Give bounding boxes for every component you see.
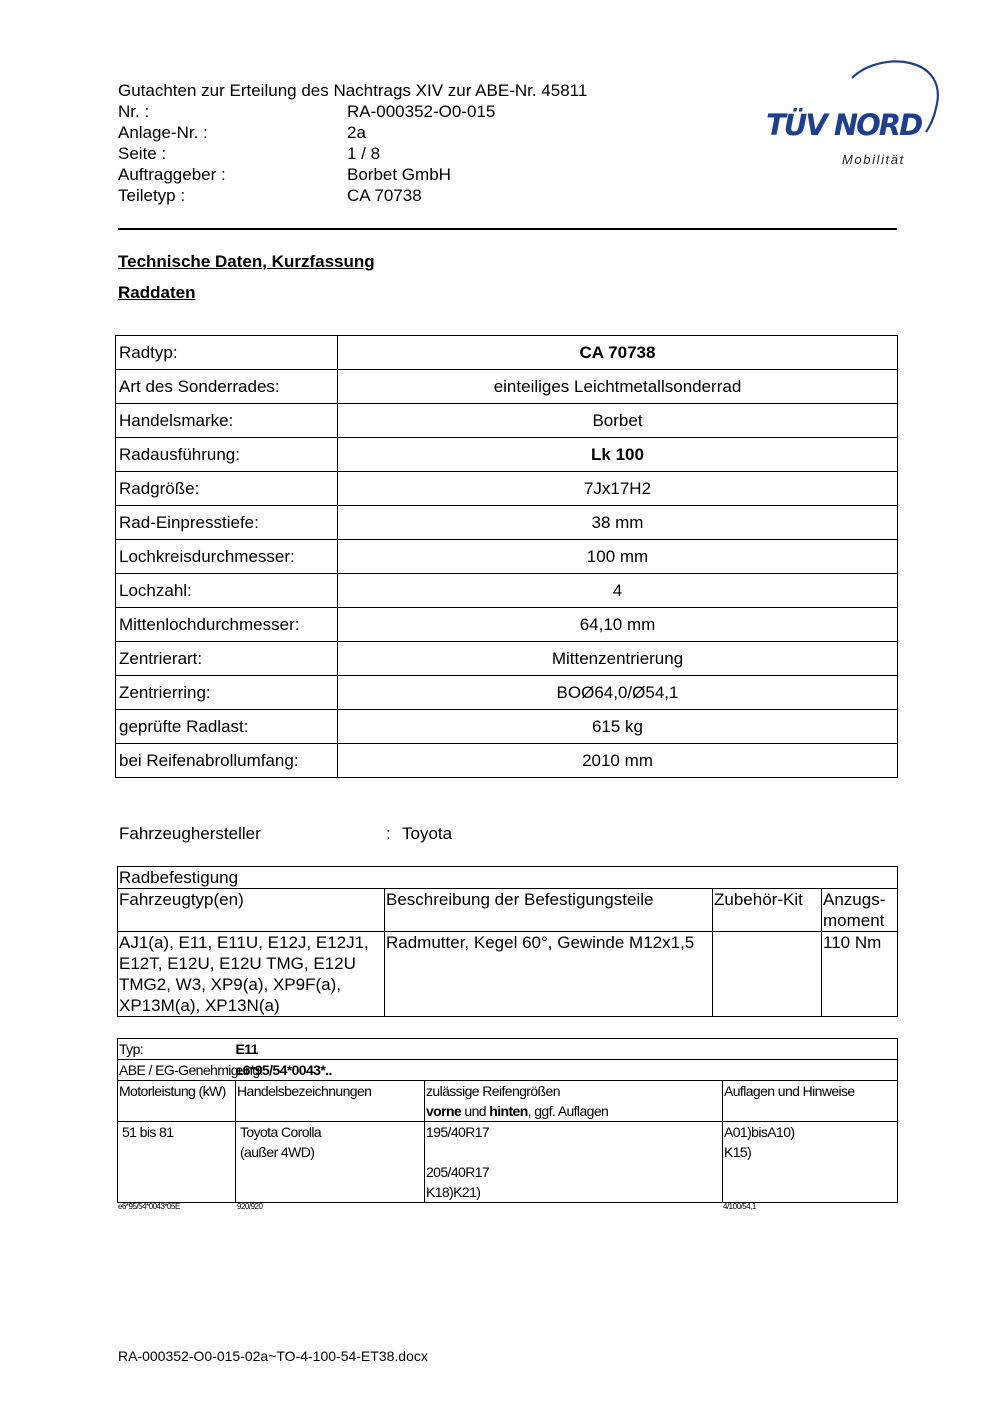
tyres-header-title: zulässige Reifengrößen — [426, 1083, 560, 1099]
table-row — [118, 932, 898, 1017]
header-field-label: Seite : — [118, 144, 167, 163]
table-header-row — [118, 1081, 898, 1122]
header-field-teiletyp — [118, 185, 587, 206]
logo-brand: TÜV NORD — [766, 108, 922, 142]
header-field-value: Borbet GmbH — [347, 165, 451, 184]
row-label: Zentrierart: — [116, 642, 338, 676]
row-value: BOØ64,0/Ø54,1 — [338, 676, 898, 710]
header-divider — [118, 228, 897, 230]
tyres-cell — [425, 1122, 723, 1203]
row-value: Borbet — [338, 404, 898, 438]
footer-number: 920/920 — [237, 1202, 263, 1211]
manufacturer-label: Fahrzeughersteller — [119, 824, 261, 843]
row-label: Lochzahl: — [116, 574, 338, 608]
type-label: Typ: — [118, 1039, 425, 1060]
approval-label: ABE / EG-Genehmigung: — [118, 1060, 425, 1081]
row-value: 64,10 mm — [338, 608, 898, 642]
tyre-spacer — [426, 1142, 721, 1162]
names-cell — [236, 1122, 425, 1203]
row-value: 38 mm — [338, 506, 898, 540]
logo-subtitle: Mobilität — [842, 152, 905, 167]
row-label: Rad-Einpresstiefe: — [116, 506, 338, 540]
description-cell: Radmutter, Kegel 60°, Gewinde M12x1,5 — [385, 932, 713, 1017]
document-header — [118, 80, 587, 206]
header-field-nr — [118, 101, 587, 122]
tyres-note: , ggf. Auflagen — [527, 1103, 609, 1119]
kit-cell — [713, 932, 822, 1017]
manufacturer-value: Toyota — [402, 824, 453, 843]
row-value: 2010 mm — [338, 744, 898, 778]
trade-name: Toyota Corolla — [240, 1124, 322, 1140]
row-value: 615 kg — [338, 710, 898, 744]
names-header: Handelsbezeichnungen — [236, 1081, 425, 1122]
header-field-label: Teiletyp : — [118, 186, 186, 205]
table-row — [116, 744, 898, 778]
row-label: Lochkreisdurchmesser: — [116, 540, 338, 574]
table-row — [116, 608, 898, 642]
manufacturer-separator: : — [386, 824, 391, 843]
row-value: Lk 100 — [338, 438, 898, 472]
table-row — [116, 336, 898, 370]
tyres-and: und — [461, 1103, 490, 1119]
row-label: bei Reifenabrollumfang: — [116, 744, 338, 778]
footer-code: e6*95/54*0043*05E — [118, 1202, 180, 1211]
row-value: 7Jx17H2 — [338, 472, 898, 506]
row-label: Radtyp: — [116, 336, 338, 370]
row-value: 100 mm — [338, 540, 898, 574]
tyres-rear: hinten — [489, 1103, 528, 1119]
header-field-value: 2a — [347, 123, 366, 142]
manufacturer-line — [119, 823, 453, 844]
tyre-size: 205/40R17 — [426, 1164, 490, 1180]
table-row — [116, 438, 898, 472]
subsection-title: Raddaten — [118, 283, 196, 302]
table-row — [116, 404, 898, 438]
power-cell: 51 bis 81 — [118, 1122, 236, 1203]
tyre-size: 195/40R17 — [426, 1124, 490, 1140]
approval-row — [118, 1060, 898, 1081]
row-label: Handelsmarke: — [116, 404, 338, 438]
tyre-note: K18)K21) — [426, 1184, 481, 1200]
header-field-label: Nr. : — [118, 102, 150, 121]
row-label: Mittenlochdurchmesser: — [116, 608, 338, 642]
torque-header: Anzugs-moment — [823, 890, 886, 930]
fastening-table — [117, 866, 898, 1017]
row-label: Art des Sonderrades: — [116, 370, 338, 404]
table-caption-row — [118, 867, 898, 889]
type-table — [117, 1038, 898, 1203]
table-row — [116, 710, 898, 744]
tyres-header — [425, 1081, 723, 1122]
header-field-auftraggeber — [118, 164, 587, 185]
column-header — [822, 889, 898, 932]
header-field-seite — [118, 143, 587, 164]
header-field-anlage — [118, 122, 587, 143]
type-value-cell — [235, 1039, 898, 1060]
table-header-row — [118, 889, 898, 932]
header-field-label: Anlage-Nr. : — [118, 123, 208, 142]
wheel-data-table — [115, 335, 898, 778]
table-row — [116, 370, 898, 404]
table-row — [116, 642, 898, 676]
header-field-value: RA-000352-O0-015 — [347, 102, 496, 121]
table-row — [116, 574, 898, 608]
note-item: A01)bisA10) — [724, 1124, 795, 1140]
header-field-value: 1 / 8 — [347, 144, 381, 163]
power-header: Motorleistung (kW) — [118, 1081, 236, 1122]
tuv-nord-logo — [760, 56, 950, 176]
row-label: Zentrierring: — [116, 676, 338, 710]
column-header: Zubehör-Kit — [713, 889, 822, 932]
notes-cell — [723, 1122, 898, 1203]
row-value: 4 — [338, 574, 898, 608]
row-label: Radgröße: — [116, 472, 338, 506]
type-value: E11 — [235, 1041, 258, 1057]
column-header: Beschreibung der Befestigungsteile — [385, 889, 713, 932]
row-label: geprüfte Radlast: — [116, 710, 338, 744]
notes-header: Auflagen und Hinweise — [723, 1081, 898, 1122]
tyres-header-sub — [426, 1101, 721, 1121]
document-title: Gutachten zur Erteilung des Nachtrags XIV zur ABE-Nr. 45811 — [118, 81, 588, 100]
row-value: einteiliges Leichtmetallsonderrad — [338, 370, 898, 404]
table-row — [116, 540, 898, 574]
table-row — [116, 472, 898, 506]
approval-value: e6*95/54*0043*.. — [235, 1062, 332, 1078]
header-field-label: Auftraggeber : — [118, 165, 226, 184]
table-row — [118, 1122, 898, 1203]
table-row — [116, 506, 898, 540]
tyres-front: vorne — [426, 1103, 462, 1119]
type-row — [118, 1039, 898, 1060]
trade-name-note: (außer 4WD) — [240, 1144, 315, 1160]
vehicle-types-cell: AJ1(a), E11, E11U, E12J, E12J1, E12T, E12U, E12U TMG, E12U TMG2, W3, XP9(a), XP9F(a), XP13M(a), XP13N(a) — [118, 932, 385, 1017]
column-header: Fahrzeugtyp(en) — [118, 889, 385, 932]
header-field-value: CA 70738 — [347, 186, 422, 205]
fastening-caption: Radbefestigung — [118, 867, 898, 889]
table-row — [116, 676, 898, 710]
section-title: Technische Daten, Kurzfassung — [118, 252, 375, 271]
torque-cell: 110 Nm — [822, 932, 898, 1017]
document-filename: RA-000352-O0-015-02a~TO-4-100-54-ET38.docx — [118, 1348, 428, 1364]
note-item: K15) — [724, 1144, 752, 1160]
footer-spec: 4/100/54,1 — [723, 1202, 756, 1211]
approval-value-cell — [235, 1060, 898, 1081]
row-value: Mittenzentrierung — [338, 642, 898, 676]
row-value: CA 70738 — [338, 336, 898, 370]
row-label: Radausführung: — [116, 438, 338, 472]
